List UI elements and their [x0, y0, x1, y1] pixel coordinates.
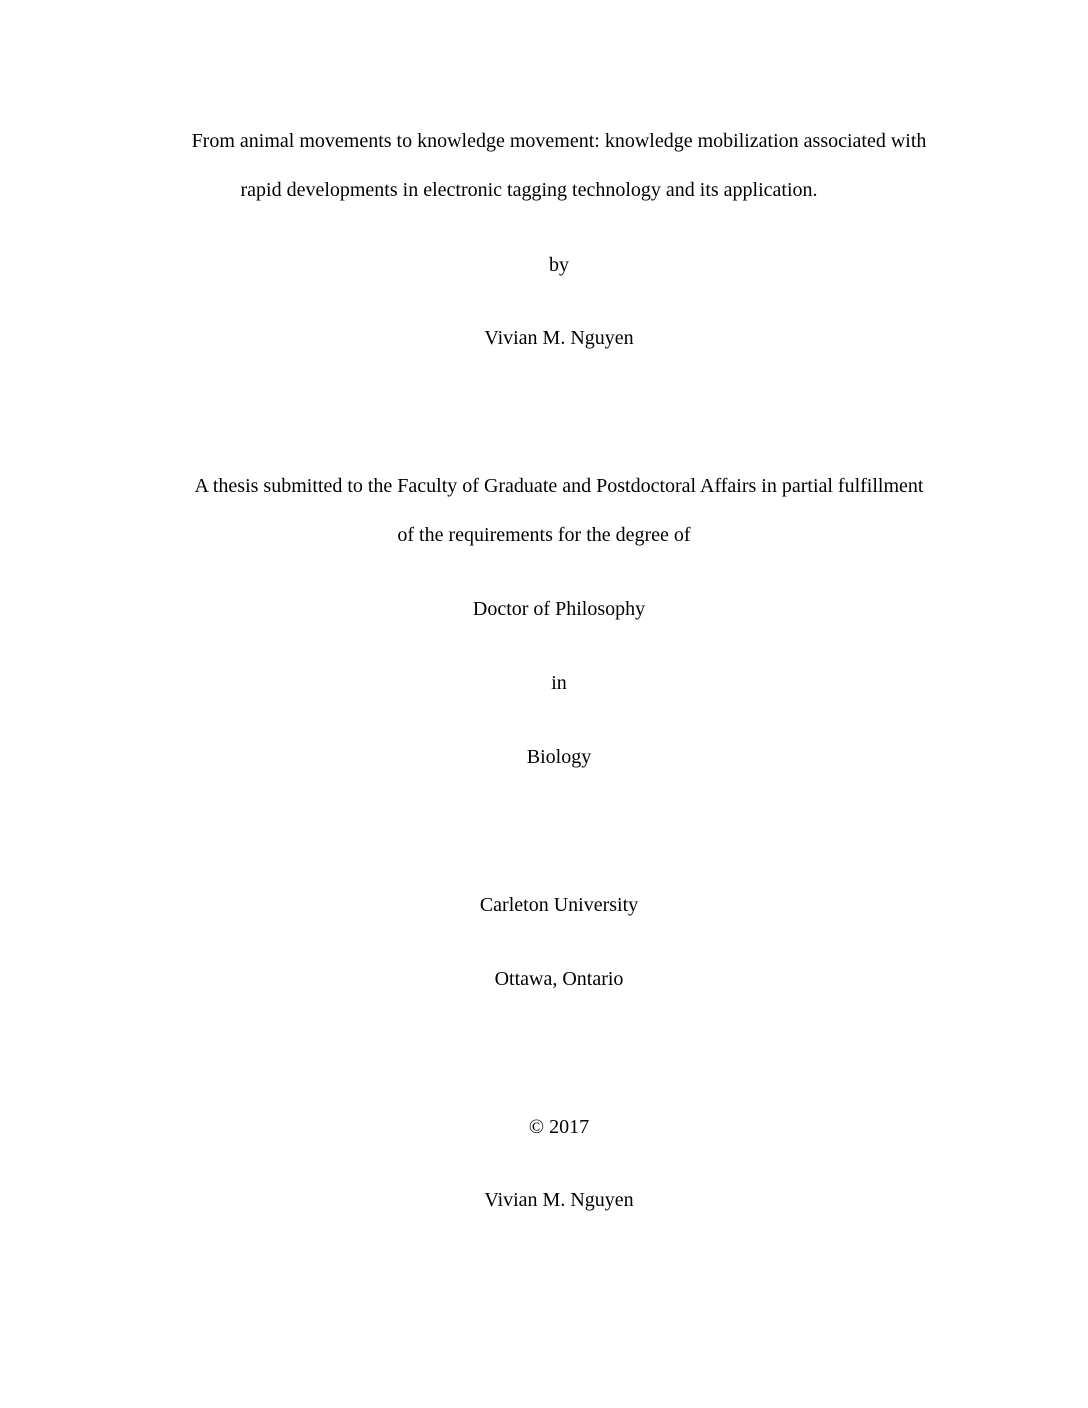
- title-line-2: rapid developments in electronic tagging technology and its application.: [240, 179, 818, 201]
- title-line-1: From animal movements to knowledge movement: knowledge mobilization associated with: [191, 130, 927, 152]
- copyright-notice: © 2017: [528, 1116, 590, 1138]
- in-label: in: [551, 672, 567, 694]
- author-name: Vivian M. Nguyen: [484, 327, 634, 349]
- university-location: Ottawa, Ontario: [494, 968, 624, 990]
- thesis-statement-line-1: A thesis submitted to the Faculty of Graduate and Postdoctoral Affairs in partial fulfillment: [194, 475, 924, 497]
- university-name: Carleton University: [479, 894, 639, 916]
- thesis-statement-line-2: of the requirements for the degree of: [397, 524, 691, 546]
- field-of-study: Biology: [526, 746, 592, 768]
- copyright-holder: Vivian M. Nguyen: [484, 1189, 634, 1211]
- degree-name: Doctor of Philosophy: [472, 598, 646, 620]
- by-label: by: [549, 254, 569, 276]
